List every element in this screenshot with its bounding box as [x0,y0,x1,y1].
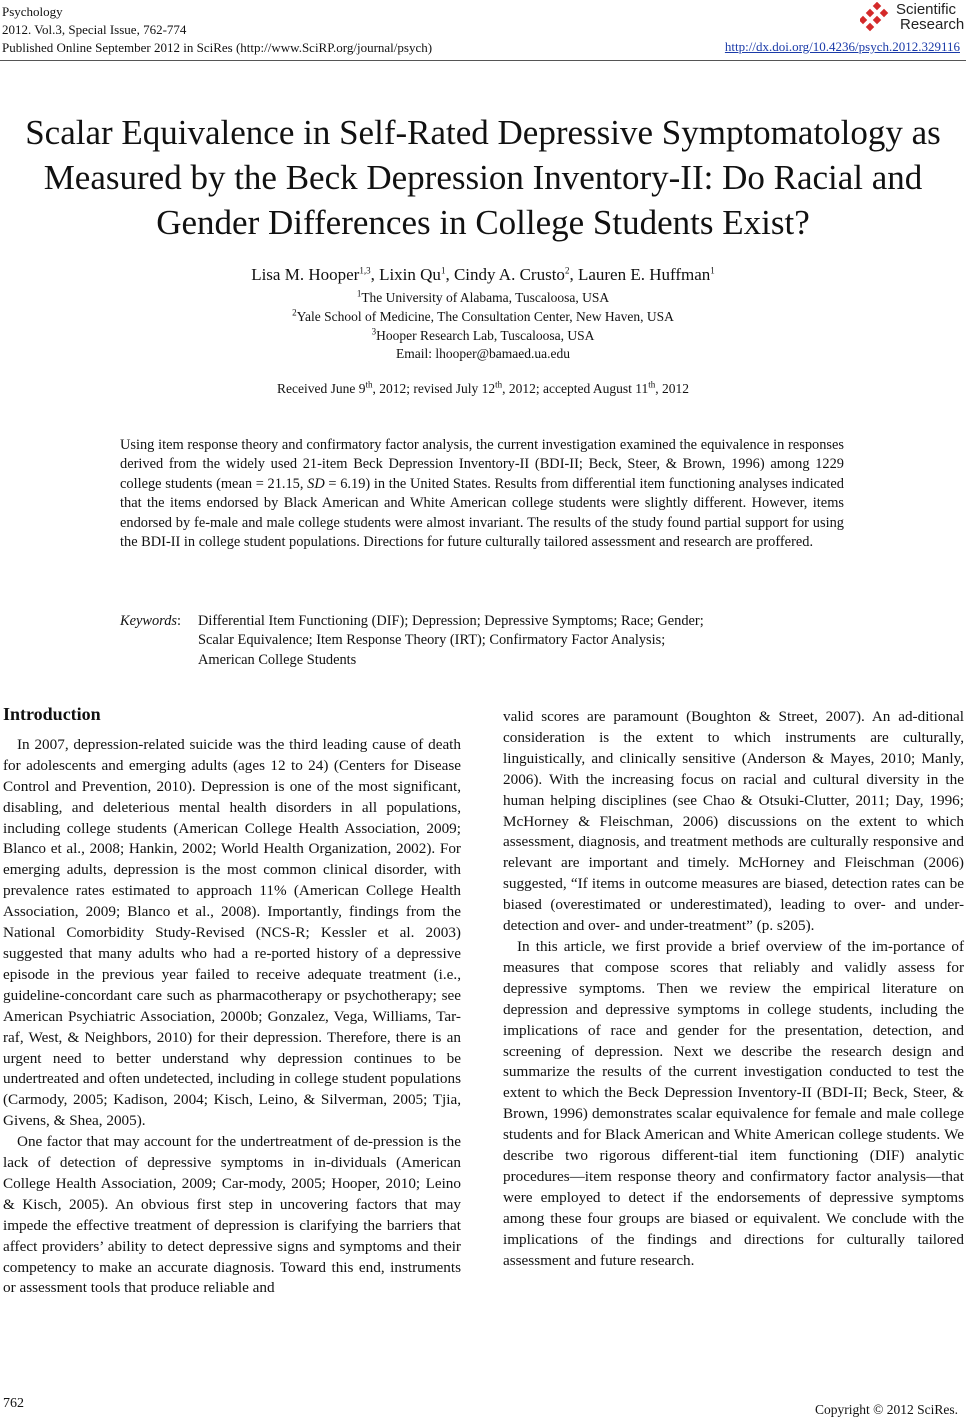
journal-name: Psychology [2,4,63,19]
affiliation: $^1$The University of Alabama, Tuscaloosa, USA [356,288,610,305]
logo-text: Scientific Research [896,1,965,33]
logo-diamonds-icon [860,2,894,34]
journal-volume: 2012. Vol.3, Special Issue, 762-774 [2,22,187,37]
scientific-research-logo [860,1,965,36]
author-list: Lisa M. Hooper$^{1,3}$, Lixin Qu$^1$, Cindy A. Crusto$^2$, Lauren E. Huffman$^1$ [251,265,715,284]
paragraph: valid scores are paramount (Boughton & Street, 2007). An ad-ditional consideration is the extent to which instruments are culturally, linguistically, and clinically sensitive (Anderson & Mayes, 2010; Manly, 2006). With the increasing focus on racial and cultural diversity in the human helping disciplines (see Chao & Otsuki-Clutter, 2011; Day, 1996; McHorney & Fleischman, 2006) discussions on the extent to which assessment, diagnosis, and treatment methods are culturally responsive and relevant are important and timely. McHorney and Fleischman (2006) suggested, “If items in outcome measures are biased, detection rates can be biased (overestimated or underestimated), leading to over- and under-detection and over- and under-treatment” (p. s205). [503,708,964,935]
received-dates: Received June 9th, 2012; revised July 12th, 2012; accepted August 11th, 2012 [277,379,689,396]
page-number: 762 [3,1396,24,1411]
keywords-label: Keywords: [120,613,182,629]
header-divider [0,60,966,61]
paragraph: In this article, we first provide a brief overview of the im-portance of measures that compose scores that reliably and validly assess for depressive symptoms. Then we review the empirical literature on depression and depressive symptoms in college students, including the implications of race and gender for the presentation, detection, and screening of depression. Next we describe the research design and summarize the results of the current investigation conducted to test the extent to which the Beck Depression Inventory-II (BDI-II; Beck, Steer, & Brown, 1996) demonstrates scalar equivalence for female and male college students and for Black American and White American college students. We describe two rigorous different-tial item functioning (DIF) analytic procedures—item response theory and confirmatory factor analysis—that were employed to detect if the endorsements of depressive symptoms among these four groups are biased or equivalent. We conclude with the implications of the findings and directions for culturally tailored assessment and future research. [503,937,964,1269]
section-heading: Introduction [3,704,101,724]
paper-title: Scalar Equivalence in Self-Rated Depressive Symptomatology as Measured by the Beck Depression Inventory-II: Do Racial and Gender Differences in College Students Exist? [25,113,941,242]
abstract: Using item response theory and confirmatory factor analysis, the current investigation examined the equivalence in responses derived from the widely used 21-item Beck Depression Inventory-II (BDI-II; Beck, Steer, & Brown, 1996) among 1229 college students (mean = 21.15, SD = 6.19) in the United States. Results from differential item functioning analyses indicated that the items endorsed by Black American and White American college students were slightly different. However, items endorsed by fe-male and male college students were almost invariant. The results of the study found partial support for using the BDI-II in college student populations. Directions for future culturally tailored assessment and research are proffered. [120,437,844,551]
affiliation: $^2$Yale School of Medicine, The Consultation Center, New Haven, USA [292,307,674,324]
journal-header [2,3,432,57]
copyright: Copyright © 2012 SciRes. [814,1402,958,1417]
paragraph: One factor that may account for the undertreatment of de-pression is the lack of detection of depressive symptoms in in-dividuals (American College Health Association, 2009; Car-mody, 2005; Hooper, 2010; Leino & Kisch, 2005). An obvious first step in uncovering factors that may impede the effective treatment of depression is clarifying the barriers that affect providers’ ability to detect depressive signs and symptoms and their competency to make an accurate diagnosis. Toward this end, instruments or assessment tools that produce reliable and [3,1133,461,1297]
paragraph: In 2007, depression-related suicide was the third leading cause of death for adolescents and emerging adults (ages 12 to 24) (Centers for Disease Control and Prevention, 2010). Depression is one of the most significant, disabling, and deleterious mental health disorders in all populations, including college students (American College Health Association, 2009; Blanco et al., 2008; Hankin, 2002; World Health Organization, 2002). For emerging adults, depression is the most common clinical disorder, with prevalence rates estimated to approach 11% (American College Health Association, 2009; Blanco et al., 2008). Importantly, findings from the National Comorbidity Study-Revised (NCS-R; Kessler et al. 2003) suggested that many adults who had a re-ported history of a depressive episode in the previous year failed to receive adequate treatment (i.e., guideline-concordant care such as pharmacotherapy or psychotherapy; see American Psychiatric Association, 2000b; Gonzalez, Vega, Williams, Tar-raf, West, & Neighbors, 2010) for their depression. Therefore, there is an urgent need to better understand why depression continues to be undertreated and often undetected, including in college student populations (Carmody, 2005; Kadison, 2004; Kisch, Leino, & Silverman, 2005; Tjia, Givens, & Shea, 2005). [3,735,461,1130]
body-column-right [503,707,964,1271]
doi-link[interactable]: http://dx.doi.org/10.4236/psych.2012.329116 [724,39,960,54]
author-email: Email: lhooper@bamaed.ua.edu [396,346,570,361]
body-column-left [3,704,461,1299]
keywords-list: Differential Item Functioning (DIF); Depression; Depressive Symptoms; Race; Gender; Scalar Equivalence; Item Response Theory (IRT); Confirmatory Factor Analysis; American College Students [198,613,704,668]
affiliation: $^3$Hooper Research Lab, Tuscaloosa, USA [371,326,595,343]
publication-info: Published Online September 2012 in SciRes (http://www.SciRP.org/journal/psych) [2,40,433,55]
